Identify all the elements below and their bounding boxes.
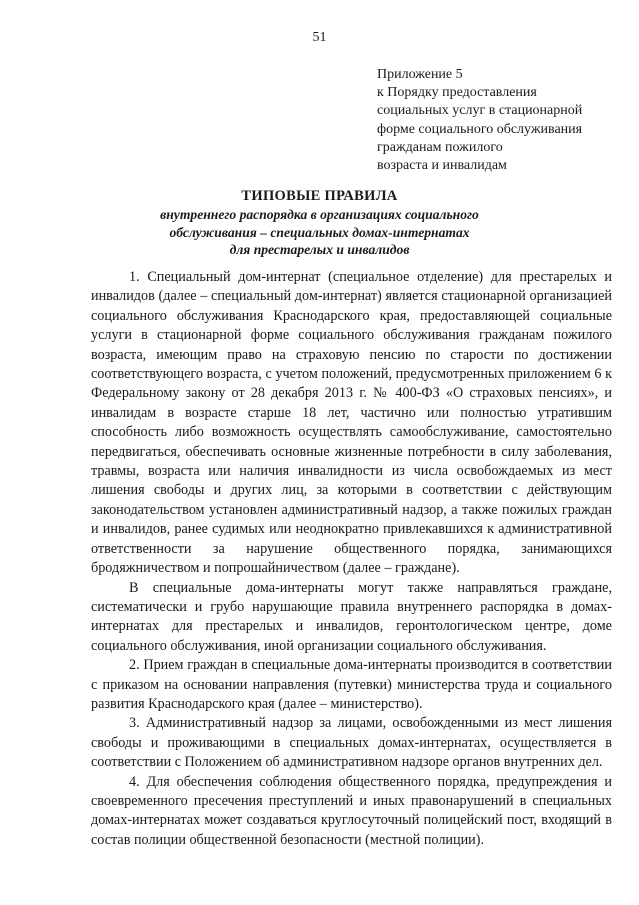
paragraph-2: 2. Прием граждан в специальные дома-интернаты производится в соответствии с приказом на основании направления (путевки) министерства труда и социального развития Краснодарского края (далее – министерство). <box>91 657 612 712</box>
appendix-line: форме социального обслуживания <box>377 121 583 137</box>
appendix-line: гражданам пожилого <box>377 139 503 155</box>
paragraph-3: 3. Административный надзор за лицами, освобожденными из мест лишения свободы и проживающими в специальных домах-интернатах, осуществляется в соответствии с Положением об административном надзоре органов внутренних дел. <box>91 715 612 771</box>
subtitle-line: для престарелых и инвалидов <box>229 242 410 257</box>
document-subtitle <box>0 206 639 259</box>
subtitle-line: внутреннего распорядка в организациях социального <box>160 207 479 222</box>
appendix-reference <box>377 66 627 175</box>
appendix-line: возраста и инвалидам <box>377 158 507 174</box>
subtitle-line: обслуживания – специальных домах-интернатах <box>169 224 470 240</box>
document-title-block <box>0 186 639 259</box>
paragraph-4: 4. Для обеспечения соблюдения общественного порядка, предупреждения и своевременного пресечения преступлений и иных правонарушений в специальных домах-интернатах может создаваться круглосуточный полицейский пост, входящий в состав полиции общественной безопасности (местной полиции). <box>91 773 612 848</box>
page-number: 51 <box>312 30 327 45</box>
appendix-line: социальных услуг в стационарной <box>377 103 583 119</box>
appendix-line: к Порядку предоставления <box>377 85 537 101</box>
paragraph-1: 1. Специальный дом-интернат (специальное отделение) для престарелых и инвалидов (далее – специальный дом-интернат) является стационарной организацией социального обслуживания Краснодарского края, предоставляющей социальные услуги в стационарной форме социального обслуживания гражданам пожилого возраста, имеющим право на страховую пенсию по старости по достижении соответствующего возраста, с учетом положений, предусмотренных приложением 6 к Федеральному закону от 28 декабря 2013 г. № 400-ФЗ «О страховых пенсиях», и инвалидам в возрасте старше 18 лет, частично или полностью утратившим способность либо возможность осуществлять самообслуживание, самостоятельно передвигаться, обеспечивать основные жизненные потребности в силу заболевания, травмы, возраста или наличия инвалидности из числа освобождаемых из мест лишения свободы и других лиц, за которыми в соответствии с действующим законодательством установлен административный надзор, а также пожилых граждан и инвалидов, ранее судимых или неоднократно привлекавшихся к административной ответственности за нарушение общественного порядка, занимающихся бродяжничеством и попрошайничеством (далее – граждане). <box>91 269 612 577</box>
paragraph-1-continued: В специальные дома-интернаты могут также направляться граждане, систематически и грубо нарушающие правила внутреннего распорядка в домах-интернатах для престарелых и инвалидов, геронтологическом центре, доме социального обслуживания, иной организации социального обслуживания. <box>91 579 612 654</box>
appendix-line: Приложение 5 <box>377 67 463 82</box>
document-title: ТИПОВЫЕ ПРАВИЛА <box>241 188 398 204</box>
document-body <box>91 268 612 850</box>
